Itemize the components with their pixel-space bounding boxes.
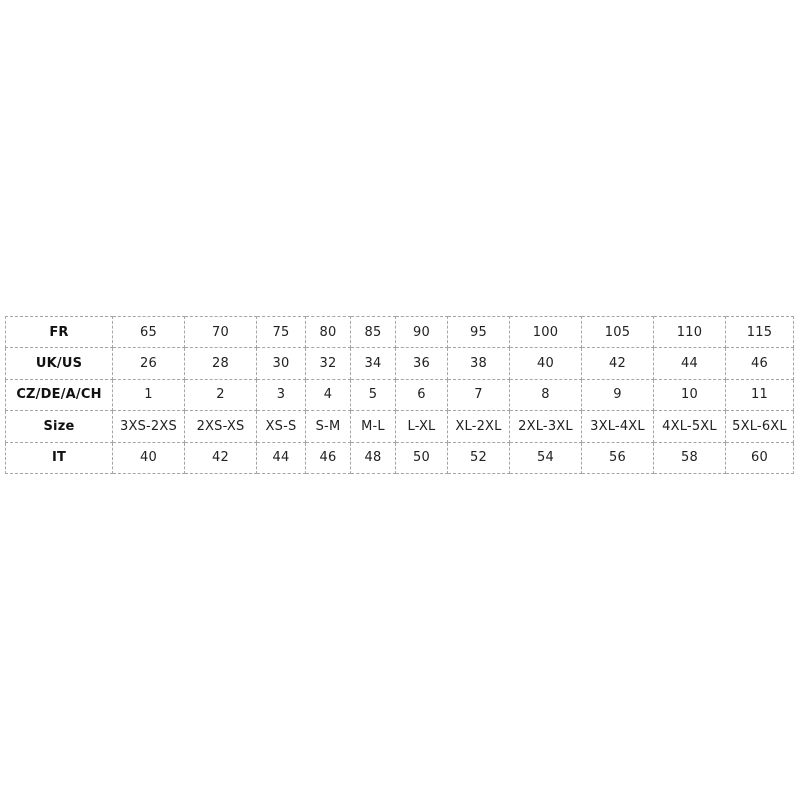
table-row [6,348,794,379]
table-cell: 58 [654,442,726,473]
table-cell: S-M [306,411,351,442]
table-cell: 5 [351,379,396,410]
table-cell: 65 [113,317,185,348]
table-row [6,442,794,473]
table-cell: 2XS-XS [185,411,257,442]
table-cell: 3XL-4XL [582,411,654,442]
table-cell: 6 [396,379,448,410]
table-cell: 44 [654,348,726,379]
table-cell: 90 [396,317,448,348]
table-cell: L-XL [396,411,448,442]
table-cell: 3 [257,379,306,410]
table-cell: 34 [351,348,396,379]
table-cell: 48 [351,442,396,473]
row-label: CZ/DE/A/CH [6,379,113,410]
row-label: UK/US [6,348,113,379]
table-cell: 105 [582,317,654,348]
table-cell: 70 [185,317,257,348]
table-cell: XS-S [257,411,306,442]
table-cell: 100 [510,317,582,348]
row-label: FR [6,317,113,348]
row-label: Size [6,411,113,442]
table-cell: 7 [448,379,510,410]
table-cell: 38 [448,348,510,379]
table-cell: 80 [306,317,351,348]
table-cell: 110 [654,317,726,348]
table-cell: M-L [351,411,396,442]
row-label: IT [6,442,113,473]
table-cell: 50 [396,442,448,473]
table-cell: 115 [726,317,794,348]
size-conversion-table [5,316,794,474]
table-cell: 54 [510,442,582,473]
table-cell: 60 [726,442,794,473]
table-cell: 56 [582,442,654,473]
table-row [6,411,794,442]
table-cell: 4XL-5XL [654,411,726,442]
table-cell: 46 [726,348,794,379]
table-cell: 1 [113,379,185,410]
table-cell: 4 [306,379,351,410]
table-cell: XL-2XL [448,411,510,442]
table-cell: 95 [448,317,510,348]
table-cell: 36 [396,348,448,379]
table-cell: 42 [582,348,654,379]
table-cell: 40 [510,348,582,379]
table-cell: 32 [306,348,351,379]
table-cell: 3XS-2XS [113,411,185,442]
table-cell: 5XL-6XL [726,411,794,442]
table-cell: 30 [257,348,306,379]
table-cell: 2XL-3XL [510,411,582,442]
table-cell: 44 [257,442,306,473]
table-cell: 85 [351,317,396,348]
table-cell: 75 [257,317,306,348]
table-cell: 9 [582,379,654,410]
table-cell: 10 [654,379,726,410]
table-cell: 8 [510,379,582,410]
table-cell: 2 [185,379,257,410]
size-chart [5,316,793,474]
table-row [6,379,794,410]
table-cell: 26 [113,348,185,379]
table-cell: 28 [185,348,257,379]
table-cell: 46 [306,442,351,473]
table-cell: 11 [726,379,794,410]
table-cell: 42 [185,442,257,473]
table-cell: 52 [448,442,510,473]
table-row [6,317,794,348]
size-table-body [6,317,794,474]
table-cell: 40 [113,442,185,473]
